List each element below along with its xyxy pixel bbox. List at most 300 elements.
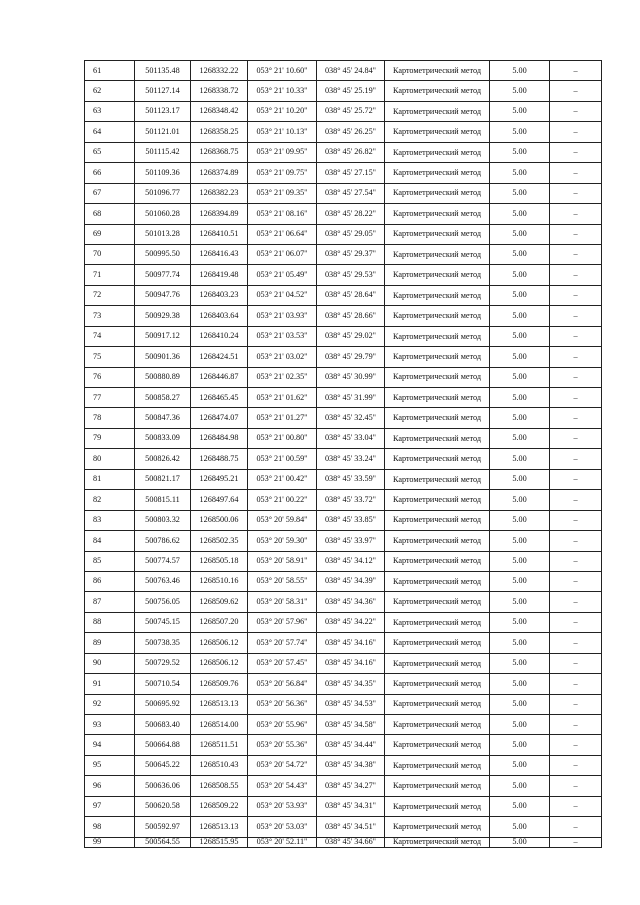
accuracy-cell: 5.00: [490, 183, 550, 203]
method-cell: Картометрический метод: [385, 796, 490, 816]
note-cell: –: [550, 490, 602, 510]
table-row: [85, 531, 602, 551]
method-cell: Картометрический метод: [385, 592, 490, 612]
longitude-cell: 038° 45' 26.82": [317, 142, 385, 162]
method-cell: Картометрический метод: [385, 244, 490, 264]
point-number-cell: 67: [85, 183, 135, 203]
x-coordinate-cell: 500977.74: [135, 265, 191, 285]
latitude-cell: 053° 20' 59.84": [248, 510, 317, 530]
table-row: [85, 633, 602, 653]
latitude-cell: 053° 20' 57.96": [248, 612, 317, 632]
method-cell: Картометрический метод: [385, 61, 490, 81]
method-cell: Картометрический метод: [385, 122, 490, 142]
note-cell: –: [550, 306, 602, 326]
note-cell: –: [550, 571, 602, 591]
longitude-cell: 038° 45' 26.25": [317, 122, 385, 142]
table-row: [85, 347, 602, 367]
method-cell: Картометрический метод: [385, 837, 490, 847]
table-row: [85, 694, 602, 714]
method-cell: Картометрический метод: [385, 163, 490, 183]
longitude-cell: 038° 45' 34.35": [317, 674, 385, 694]
y-coordinate-cell: 1268338.72: [191, 81, 248, 101]
note-cell: –: [550, 653, 602, 673]
y-coordinate-cell: 1268488.75: [191, 449, 248, 469]
point-number-cell: 82: [85, 490, 135, 510]
table-row: [85, 61, 602, 81]
y-coordinate-cell: 1268394.89: [191, 204, 248, 224]
point-number-cell: 69: [85, 224, 135, 244]
method-cell: Картометрический метод: [385, 449, 490, 469]
latitude-cell: 053° 20' 53.03": [248, 817, 317, 837]
latitude-cell: 053° 21' 00.42": [248, 469, 317, 489]
longitude-cell: 038° 45' 34.66": [317, 837, 385, 847]
x-coordinate-cell: 500803.32: [135, 510, 191, 530]
x-coordinate-cell: 500695.92: [135, 694, 191, 714]
y-coordinate-cell: 1268506.12: [191, 633, 248, 653]
latitude-cell: 053° 20' 58.55": [248, 571, 317, 591]
table-row: [85, 163, 602, 183]
x-coordinate-cell: 500645.22: [135, 755, 191, 775]
point-number-cell: 68: [85, 204, 135, 224]
accuracy-cell: 5.00: [490, 347, 550, 367]
y-coordinate-cell: 1268348.42: [191, 101, 248, 121]
table-row: [85, 817, 602, 837]
method-cell: Картометрический метод: [385, 612, 490, 632]
point-number-cell: 64: [85, 122, 135, 142]
accuracy-cell: 5.00: [490, 122, 550, 142]
table-row: [85, 265, 602, 285]
table-row: [85, 224, 602, 244]
table-row: [85, 408, 602, 428]
longitude-cell: 038° 45' 33.72": [317, 490, 385, 510]
method-cell: Картометрический метод: [385, 776, 490, 796]
note-cell: –: [550, 101, 602, 121]
point-number-cell: 62: [85, 81, 135, 101]
point-number-cell: 87: [85, 592, 135, 612]
x-coordinate-cell: 500815.11: [135, 490, 191, 510]
y-coordinate-cell: 1268509.62: [191, 592, 248, 612]
point-number-cell: 86: [85, 571, 135, 591]
note-cell: –: [550, 61, 602, 81]
table-row: [85, 490, 602, 510]
x-coordinate-cell: 500683.40: [135, 715, 191, 735]
method-cell: Картометрический метод: [385, 224, 490, 244]
note-cell: –: [550, 204, 602, 224]
latitude-cell: 053° 20' 55.96": [248, 715, 317, 735]
y-coordinate-cell: 1268509.76: [191, 674, 248, 694]
method-cell: Картометрический метод: [385, 347, 490, 367]
note-cell: –: [550, 122, 602, 142]
table-row: [85, 449, 602, 469]
point-number-cell: 80: [85, 449, 135, 469]
latitude-cell: 053° 21' 09.75": [248, 163, 317, 183]
note-cell: –: [550, 531, 602, 551]
longitude-cell: 038° 45' 30.99": [317, 367, 385, 387]
accuracy-cell: 5.00: [490, 428, 550, 448]
x-coordinate-cell: 500738.35: [135, 633, 191, 653]
table-body: [85, 61, 602, 848]
point-number-cell: 70: [85, 244, 135, 264]
y-coordinate-cell: 1268374.89: [191, 163, 248, 183]
accuracy-cell: 5.00: [490, 694, 550, 714]
latitude-cell: 053° 21' 02.35": [248, 367, 317, 387]
coordinates-table: [84, 60, 602, 848]
accuracy-cell: 5.00: [490, 531, 550, 551]
note-cell: –: [550, 285, 602, 305]
latitude-cell: 053° 20' 56.36": [248, 694, 317, 714]
latitude-cell: 053° 21' 09.35": [248, 183, 317, 203]
point-number-cell: 99: [85, 837, 135, 847]
accuracy-cell: 5.00: [490, 61, 550, 81]
longitude-cell: 038° 45' 33.97": [317, 531, 385, 551]
latitude-cell: 053° 21' 10.33": [248, 81, 317, 101]
latitude-cell: 053° 21' 00.59": [248, 449, 317, 469]
method-cell: Картометрический метод: [385, 531, 490, 551]
note-cell: –: [550, 715, 602, 735]
note-cell: –: [550, 837, 602, 847]
latitude-cell: 053° 20' 53.93": [248, 796, 317, 816]
note-cell: –: [550, 551, 602, 571]
method-cell: Картометрический метод: [385, 715, 490, 735]
point-number-cell: 77: [85, 388, 135, 408]
table-row: [85, 244, 602, 264]
method-cell: Картометрический метод: [385, 285, 490, 305]
note-cell: –: [550, 81, 602, 101]
point-number-cell: 97: [85, 796, 135, 816]
longitude-cell: 038° 45' 27.15": [317, 163, 385, 183]
note-cell: –: [550, 428, 602, 448]
latitude-cell: 053° 20' 54.43": [248, 776, 317, 796]
accuracy-cell: 5.00: [490, 306, 550, 326]
longitude-cell: 038° 45' 34.44": [317, 735, 385, 755]
accuracy-cell: 5.00: [490, 715, 550, 735]
note-cell: –: [550, 224, 602, 244]
accuracy-cell: 5.00: [490, 388, 550, 408]
x-coordinate-cell: 501013.28: [135, 224, 191, 244]
latitude-cell: 053° 20' 55.36": [248, 735, 317, 755]
method-cell: Картометрический метод: [385, 633, 490, 653]
accuracy-cell: 5.00: [490, 510, 550, 530]
longitude-cell: 038° 45' 34.16": [317, 653, 385, 673]
latitude-cell: 053° 21' 01.62": [248, 388, 317, 408]
y-coordinate-cell: 1268506.12: [191, 653, 248, 673]
accuracy-cell: 5.00: [490, 408, 550, 428]
note-cell: –: [550, 633, 602, 653]
table-row: [85, 592, 602, 612]
note-cell: –: [550, 592, 602, 612]
accuracy-cell: 5.00: [490, 449, 550, 469]
note-cell: –: [550, 694, 602, 714]
point-number-cell: 90: [85, 653, 135, 673]
latitude-cell: 053° 21' 10.13": [248, 122, 317, 142]
y-coordinate-cell: 1268474.07: [191, 408, 248, 428]
point-number-cell: 76: [85, 367, 135, 387]
table-row: [85, 469, 602, 489]
latitude-cell: 053° 21' 10.60": [248, 61, 317, 81]
latitude-cell: 053° 20' 57.74": [248, 633, 317, 653]
longitude-cell: 038° 45' 29.53": [317, 265, 385, 285]
x-coordinate-cell: 500929.38: [135, 306, 191, 326]
point-number-cell: 81: [85, 469, 135, 489]
note-cell: –: [550, 612, 602, 632]
longitude-cell: 038° 45' 29.02": [317, 326, 385, 346]
method-cell: Картометрический метод: [385, 408, 490, 428]
accuracy-cell: 5.00: [490, 776, 550, 796]
longitude-cell: 038° 45' 34.36": [317, 592, 385, 612]
x-coordinate-cell: 501115.42: [135, 142, 191, 162]
note-cell: –: [550, 367, 602, 387]
point-number-cell: 91: [85, 674, 135, 694]
note-cell: –: [550, 408, 602, 428]
x-coordinate-cell: 500756.05: [135, 592, 191, 612]
x-coordinate-cell: 500786.62: [135, 531, 191, 551]
table-row: [85, 715, 602, 735]
longitude-cell: 038° 45' 28.66": [317, 306, 385, 326]
method-cell: Картометрический метод: [385, 755, 490, 775]
point-number-cell: 94: [85, 735, 135, 755]
x-coordinate-cell: 500636.06: [135, 776, 191, 796]
x-coordinate-cell: 500947.76: [135, 285, 191, 305]
latitude-cell: 053° 21' 03.02": [248, 347, 317, 367]
latitude-cell: 053° 21' 08.16": [248, 204, 317, 224]
x-coordinate-cell: 500917.12: [135, 326, 191, 346]
point-number-cell: 74: [85, 326, 135, 346]
y-coordinate-cell: 1268332.22: [191, 61, 248, 81]
longitude-cell: 038° 45' 34.51": [317, 817, 385, 837]
table-row: [85, 81, 602, 101]
latitude-cell: 053° 20' 58.91": [248, 551, 317, 571]
point-number-cell: 95: [85, 755, 135, 775]
x-coordinate-cell: 500847.36: [135, 408, 191, 428]
y-coordinate-cell: 1268358.25: [191, 122, 248, 142]
latitude-cell: 053° 20' 57.45": [248, 653, 317, 673]
x-coordinate-cell: 501109.36: [135, 163, 191, 183]
accuracy-cell: 5.00: [490, 674, 550, 694]
table-row: [85, 796, 602, 816]
table-row: [85, 837, 602, 847]
point-number-cell: 83: [85, 510, 135, 530]
longitude-cell: 038° 45' 33.59": [317, 469, 385, 489]
note-cell: –: [550, 142, 602, 162]
method-cell: Картометрический метод: [385, 694, 490, 714]
table-row: [85, 612, 602, 632]
y-coordinate-cell: 1268500.06: [191, 510, 248, 530]
table-row: [85, 428, 602, 448]
accuracy-cell: 5.00: [490, 285, 550, 305]
y-coordinate-cell: 1268502.35: [191, 531, 248, 551]
accuracy-cell: 5.00: [490, 571, 550, 591]
method-cell: Картометрический метод: [385, 367, 490, 387]
longitude-cell: 038° 45' 29.79": [317, 347, 385, 367]
method-cell: Картометрический метод: [385, 428, 490, 448]
method-cell: Картометрический метод: [385, 817, 490, 837]
x-coordinate-cell: 501121.01: [135, 122, 191, 142]
method-cell: Картометрический метод: [385, 551, 490, 571]
note-cell: –: [550, 388, 602, 408]
y-coordinate-cell: 1268419.48: [191, 265, 248, 285]
table-row: [85, 306, 602, 326]
table-row: [85, 674, 602, 694]
longitude-cell: 038° 45' 27.54": [317, 183, 385, 203]
x-coordinate-cell: 500833.09: [135, 428, 191, 448]
accuracy-cell: 5.00: [490, 551, 550, 571]
point-number-cell: 96: [85, 776, 135, 796]
longitude-cell: 038° 45' 28.22": [317, 204, 385, 224]
table-row: [85, 388, 602, 408]
longitude-cell: 038° 45' 31.99": [317, 388, 385, 408]
latitude-cell: 053° 21' 09.95": [248, 142, 317, 162]
note-cell: –: [550, 163, 602, 183]
method-cell: Картометрический метод: [385, 653, 490, 673]
x-coordinate-cell: 500880.89: [135, 367, 191, 387]
note-cell: –: [550, 183, 602, 203]
y-coordinate-cell: 1268515.95: [191, 837, 248, 847]
accuracy-cell: 5.00: [490, 244, 550, 264]
accuracy-cell: 5.00: [490, 265, 550, 285]
latitude-cell: 053° 21' 06.64": [248, 224, 317, 244]
longitude-cell: 038° 45' 34.22": [317, 612, 385, 632]
accuracy-cell: 5.00: [490, 81, 550, 101]
y-coordinate-cell: 1268382.23: [191, 183, 248, 203]
note-cell: –: [550, 347, 602, 367]
point-number-cell: 98: [85, 817, 135, 837]
accuracy-cell: 5.00: [490, 592, 550, 612]
x-coordinate-cell: 500564.55: [135, 837, 191, 847]
accuracy-cell: 5.00: [490, 633, 550, 653]
longitude-cell: 038° 45' 29.37": [317, 244, 385, 264]
longitude-cell: 038° 45' 33.04": [317, 428, 385, 448]
y-coordinate-cell: 1268514.00: [191, 715, 248, 735]
point-number-cell: 92: [85, 694, 135, 714]
table-row: [85, 142, 602, 162]
accuracy-cell: 5.00: [490, 163, 550, 183]
latitude-cell: 053° 21' 01.27": [248, 408, 317, 428]
accuracy-cell: 5.00: [490, 204, 550, 224]
method-cell: Картометрический метод: [385, 142, 490, 162]
longitude-cell: 038° 45' 34.31": [317, 796, 385, 816]
y-coordinate-cell: 1268508.55: [191, 776, 248, 796]
note-cell: –: [550, 817, 602, 837]
note-cell: –: [550, 755, 602, 775]
latitude-cell: 053° 21' 10.20": [248, 101, 317, 121]
latitude-cell: 053° 20' 54.72": [248, 755, 317, 775]
note-cell: –: [550, 674, 602, 694]
y-coordinate-cell: 1268511.51: [191, 735, 248, 755]
note-cell: –: [550, 735, 602, 755]
longitude-cell: 038° 45' 34.39": [317, 571, 385, 591]
table-row: [85, 122, 602, 142]
method-cell: Картометрический метод: [385, 265, 490, 285]
x-coordinate-cell: 501123.17: [135, 101, 191, 121]
y-coordinate-cell: 1268368.75: [191, 142, 248, 162]
y-coordinate-cell: 1268410.24: [191, 326, 248, 346]
x-coordinate-cell: 501127.14: [135, 81, 191, 101]
y-coordinate-cell: 1268513.13: [191, 817, 248, 837]
x-coordinate-cell: 500620.58: [135, 796, 191, 816]
method-cell: Картометрический метод: [385, 326, 490, 346]
x-coordinate-cell: 500592.97: [135, 817, 191, 837]
x-coordinate-cell: 500858.27: [135, 388, 191, 408]
accuracy-cell: 5.00: [490, 367, 550, 387]
method-cell: Картометрический метод: [385, 183, 490, 203]
y-coordinate-cell: 1268410.51: [191, 224, 248, 244]
table-row: [85, 551, 602, 571]
latitude-cell: 053° 20' 59.30": [248, 531, 317, 551]
y-coordinate-cell: 1268424.51: [191, 347, 248, 367]
point-number-cell: 93: [85, 715, 135, 735]
note-cell: –: [550, 469, 602, 489]
y-coordinate-cell: 1268484.98: [191, 428, 248, 448]
longitude-cell: 038° 45' 33.85": [317, 510, 385, 530]
y-coordinate-cell: 1268513.13: [191, 694, 248, 714]
latitude-cell: 053° 21' 03.53": [248, 326, 317, 346]
x-coordinate-cell: 500774.57: [135, 551, 191, 571]
y-coordinate-cell: 1268510.43: [191, 755, 248, 775]
method-cell: Картометрический метод: [385, 674, 490, 694]
x-coordinate-cell: 501060.28: [135, 204, 191, 224]
longitude-cell: 038° 45' 32.45": [317, 408, 385, 428]
latitude-cell: 053° 21' 05.49": [248, 265, 317, 285]
latitude-cell: 053° 21' 03.93": [248, 306, 317, 326]
accuracy-cell: 5.00: [490, 735, 550, 755]
longitude-cell: 038° 45' 25.72": [317, 101, 385, 121]
longitude-cell: 038° 45' 24.84": [317, 61, 385, 81]
method-cell: Картометрический метод: [385, 81, 490, 101]
x-coordinate-cell: 500821.17: [135, 469, 191, 489]
table-row: [85, 776, 602, 796]
table-row: [85, 285, 602, 305]
longitude-cell: 038° 45' 34.12": [317, 551, 385, 571]
x-coordinate-cell: 500901.36: [135, 347, 191, 367]
x-coordinate-cell: 500664.88: [135, 735, 191, 755]
longitude-cell: 038° 45' 34.38": [317, 755, 385, 775]
longitude-cell: 038° 45' 28.64": [317, 285, 385, 305]
y-coordinate-cell: 1268510.16: [191, 571, 248, 591]
x-coordinate-cell: 500826.42: [135, 449, 191, 469]
method-cell: Картометрический метод: [385, 571, 490, 591]
table-row: [85, 571, 602, 591]
note-cell: –: [550, 449, 602, 469]
accuracy-cell: 5.00: [490, 817, 550, 837]
point-number-cell: 73: [85, 306, 135, 326]
table-row: [85, 326, 602, 346]
longitude-cell: 038° 45' 33.24": [317, 449, 385, 469]
point-number-cell: 61: [85, 61, 135, 81]
latitude-cell: 053° 21' 00.22": [248, 490, 317, 510]
table-row: [85, 755, 602, 775]
x-coordinate-cell: 500995.50: [135, 244, 191, 264]
accuracy-cell: 5.00: [490, 796, 550, 816]
x-coordinate-cell: 500710.54: [135, 674, 191, 694]
y-coordinate-cell: 1268505.18: [191, 551, 248, 571]
y-coordinate-cell: 1268509.22: [191, 796, 248, 816]
point-number-cell: 88: [85, 612, 135, 632]
x-coordinate-cell: 500745.15: [135, 612, 191, 632]
table-row: [85, 183, 602, 203]
note-cell: –: [550, 244, 602, 264]
latitude-cell: 053° 20' 52.11": [248, 837, 317, 847]
table-row: [85, 367, 602, 387]
point-number-cell: 63: [85, 101, 135, 121]
longitude-cell: 038° 45' 34.16": [317, 633, 385, 653]
note-cell: –: [550, 796, 602, 816]
point-number-cell: 66: [85, 163, 135, 183]
note-cell: –: [550, 776, 602, 796]
accuracy-cell: 5.00: [490, 326, 550, 346]
y-coordinate-cell: 1268403.64: [191, 306, 248, 326]
point-number-cell: 89: [85, 633, 135, 653]
note-cell: –: [550, 326, 602, 346]
